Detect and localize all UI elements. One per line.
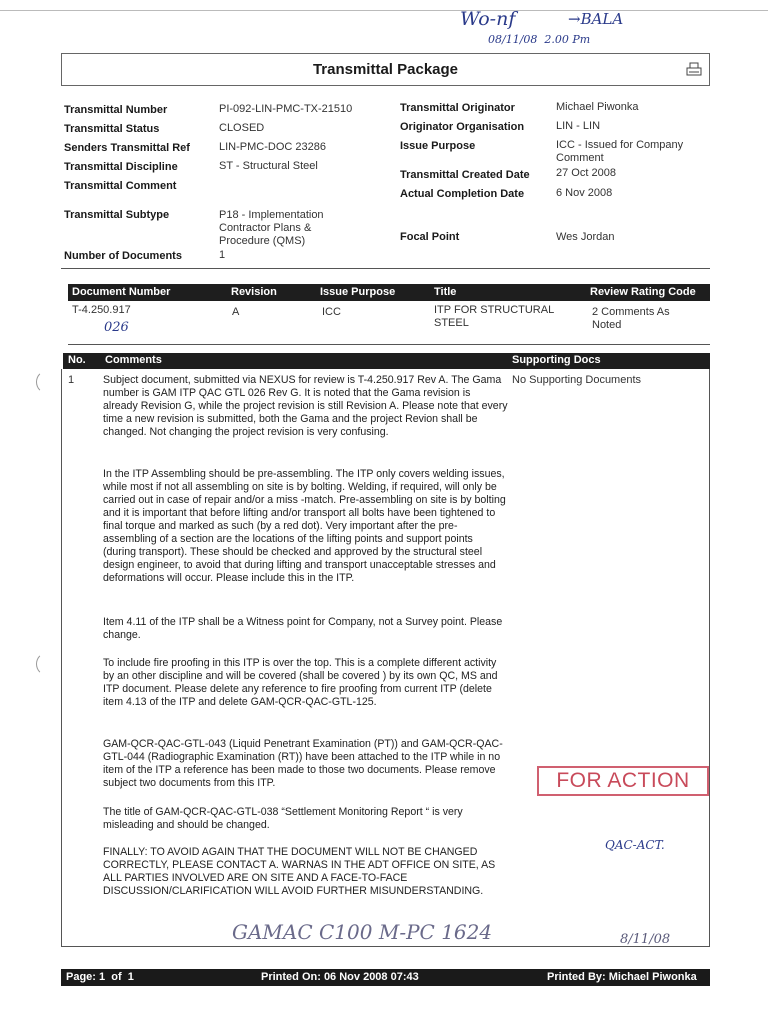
comment-paragraph: FINALLY: TO AVOID AGAIN THAT THE DOCUMENT WILL NOT BE CHANGED CORRECTLY, PLEASE CONTACT A. WARNAS IN THE ADT OFFICE ON SITE, AS ALL PARTIES INVOLVED ARE ON SITE AND A FACE-TO-FACE DISCUSSION/CLARIFICATION WILL AVOID FURTHER MISUNDERSTANDING. (103, 846, 496, 897)
page-count: Page: 1 of 1 (66, 971, 134, 983)
transmittal-number-label: Transmittal Number (64, 104, 168, 116)
printer-icon (685, 60, 703, 78)
title-cell: ITP FOR STRUCTURAL STEEL (434, 304, 554, 329)
comments-table-header (63, 353, 710, 369)
organisation: LIN - LIN (556, 120, 601, 132)
comments-header: Comments (105, 354, 162, 366)
handwritten-revision: 026 (104, 320, 129, 335)
transmittal-number: PI-092-LIN-PMC-TX-21510 (219, 103, 353, 115)
created-date: 27 Oct 2008 (556, 167, 616, 179)
printed-on: Printed On: 06 Nov 2008 07:43 (261, 971, 419, 983)
transmittal-status: CLOSED (219, 122, 265, 134)
originator-label: Transmittal Originator (400, 102, 515, 114)
top-rule (0, 10, 768, 11)
supporting-docs-cell: No Supporting Documents (512, 374, 642, 386)
handwritten-qac-act: QAC-ACT. (605, 838, 665, 852)
handwritten-date-time: 08/11/08 2.00 Pm (488, 33, 591, 46)
discipline-label: Transmittal Discipline (64, 161, 178, 173)
issue-purpose-header: Issue Purpose (320, 286, 396, 298)
doc-number-cell: T-4.250.917 (72, 304, 131, 316)
originator: Michael Piwonka (556, 101, 639, 113)
comment-paragraph: In the ITP Assembling should be pre-assembling. The ITP only covers welding issues, while most if not all assembling on site is by bolting. Welding, if required, will only be carried out in case of repair and/or a miss -match. Pre-assembling on site is by bolting and it is important that before lifting and/or transport all bolts have been tightened to final torque and marked as such (by a red dot). Very important after the pre-assembling of a section are the locations of the lifting points and support points (during transport). These should be checked and approved by the structural steel design engineer, to avoid that during lifting and transport unacceptable stresses and deformations will occur. Please include this in the ITP. (103, 468, 506, 584)
printed-by: Printed By: Michael Piwonka (547, 971, 697, 983)
supporting-docs-header: Supporting Docs (512, 354, 601, 366)
focal-point: Wes Jordan (556, 231, 615, 243)
revision-cell: A (232, 306, 240, 318)
completion-date: 6 Nov 2008 (556, 187, 613, 199)
details-divider (61, 268, 710, 269)
discipline: ST - Structural Steel (219, 160, 318, 172)
title-box (61, 53, 710, 86)
doc-number-header: Document Number (72, 286, 171, 298)
comment-number: 1 (68, 374, 75, 386)
page-title: Transmittal Package (312, 61, 459, 78)
handwritten-bottom-reference: GAMAC C100 M-PC 1624 (232, 920, 493, 944)
handwritten-routing: →BALA (568, 10, 624, 28)
created-date-label: Transmittal Created Date (400, 169, 530, 181)
senders-ref-label: Senders Transmittal Ref (64, 142, 190, 154)
completion-date-label: Actual Completion Date (400, 188, 525, 200)
page-footer (61, 969, 710, 986)
subtype-label: Transmittal Subtype (64, 209, 170, 221)
review-rating-cell: 2 Comments As Noted (592, 306, 670, 331)
doc-table-bottom-rule (68, 344, 710, 345)
subtype: P18 - Implementation Contractor Plans & Procedure (QMS) (219, 209, 324, 247)
punch-hole (36, 652, 60, 676)
doc-table-header (68, 284, 710, 301)
transmittal-status-label: Transmittal Status (64, 123, 160, 135)
comment-paragraph: To include fire proofing in this ITP is over the top. This is a complete different activity by an other discipline and will be covered (shall be covered ) by its own QC, MS and ITP document. Please delete any reference to fire proofing from current ITP (delete item 4.13 of the ITP and delete GAM-QCR-QAC-GTL-125. (103, 657, 498, 708)
issue-purpose: ICC - Issued for Company Comment (556, 139, 684, 164)
revision-header: Revision (231, 286, 277, 298)
comment-paragraph: Item 4.11 of the ITP shall be a Witness point for Company, not a Survey point. Please change. (103, 616, 503, 641)
focal-point-label: Focal Point (400, 231, 460, 243)
organisation-label: Originator Organisation (400, 121, 525, 133)
senders-ref: LIN-PMC-DOC 23286 (219, 141, 326, 153)
num-docs: 1 (219, 249, 226, 261)
comment-paragraph: The title of GAM-QCR-QAC-GTL-038 “Settlement Monitoring Report “ is very misleading and should be changed. (103, 806, 463, 831)
review-rating-header: Review Rating Code (590, 286, 696, 298)
handwritten-bottom-date: 8/11/08 (620, 932, 671, 947)
comment-paragraph: Subject document, submitted via NEXUS for review is T-4.250.917 Rev A. The Gama number is GAM ITP QAC GTL 026 Rev G. It is noted that the Gama revision is already Revision G, while the project revision is still Revision A. Please note that every time a new revision is submitted, both the Gama and the project Revion shall be changed. Not changing the project revision is very confusing. (103, 374, 508, 438)
transmittal-comment-label: Transmittal Comment (64, 180, 177, 192)
handwritten-signature: Wo-nf (460, 8, 516, 30)
punch-hole (36, 370, 60, 394)
for-action-stamp: FOR ACTION (537, 766, 709, 796)
title-header: Title (434, 286, 457, 298)
issue-purpose-cell: ICC (322, 306, 341, 318)
num-docs-label: Number of Documents (64, 250, 182, 262)
issue-purpose-label: Issue Purpose (400, 140, 476, 152)
comment-paragraph: GAM-QCR-QAC-GTL-043 (Liquid Penetrant Examination (PT)) and GAM-QCR-QAC-GTL-044 (Radiographic Examination (RT)) have been attached to the ITP while in no item of the ITP a reference has been made to those two documents. Please remove subject two documents from this ITP. (103, 738, 503, 789)
no-header: No. (68, 354, 86, 366)
